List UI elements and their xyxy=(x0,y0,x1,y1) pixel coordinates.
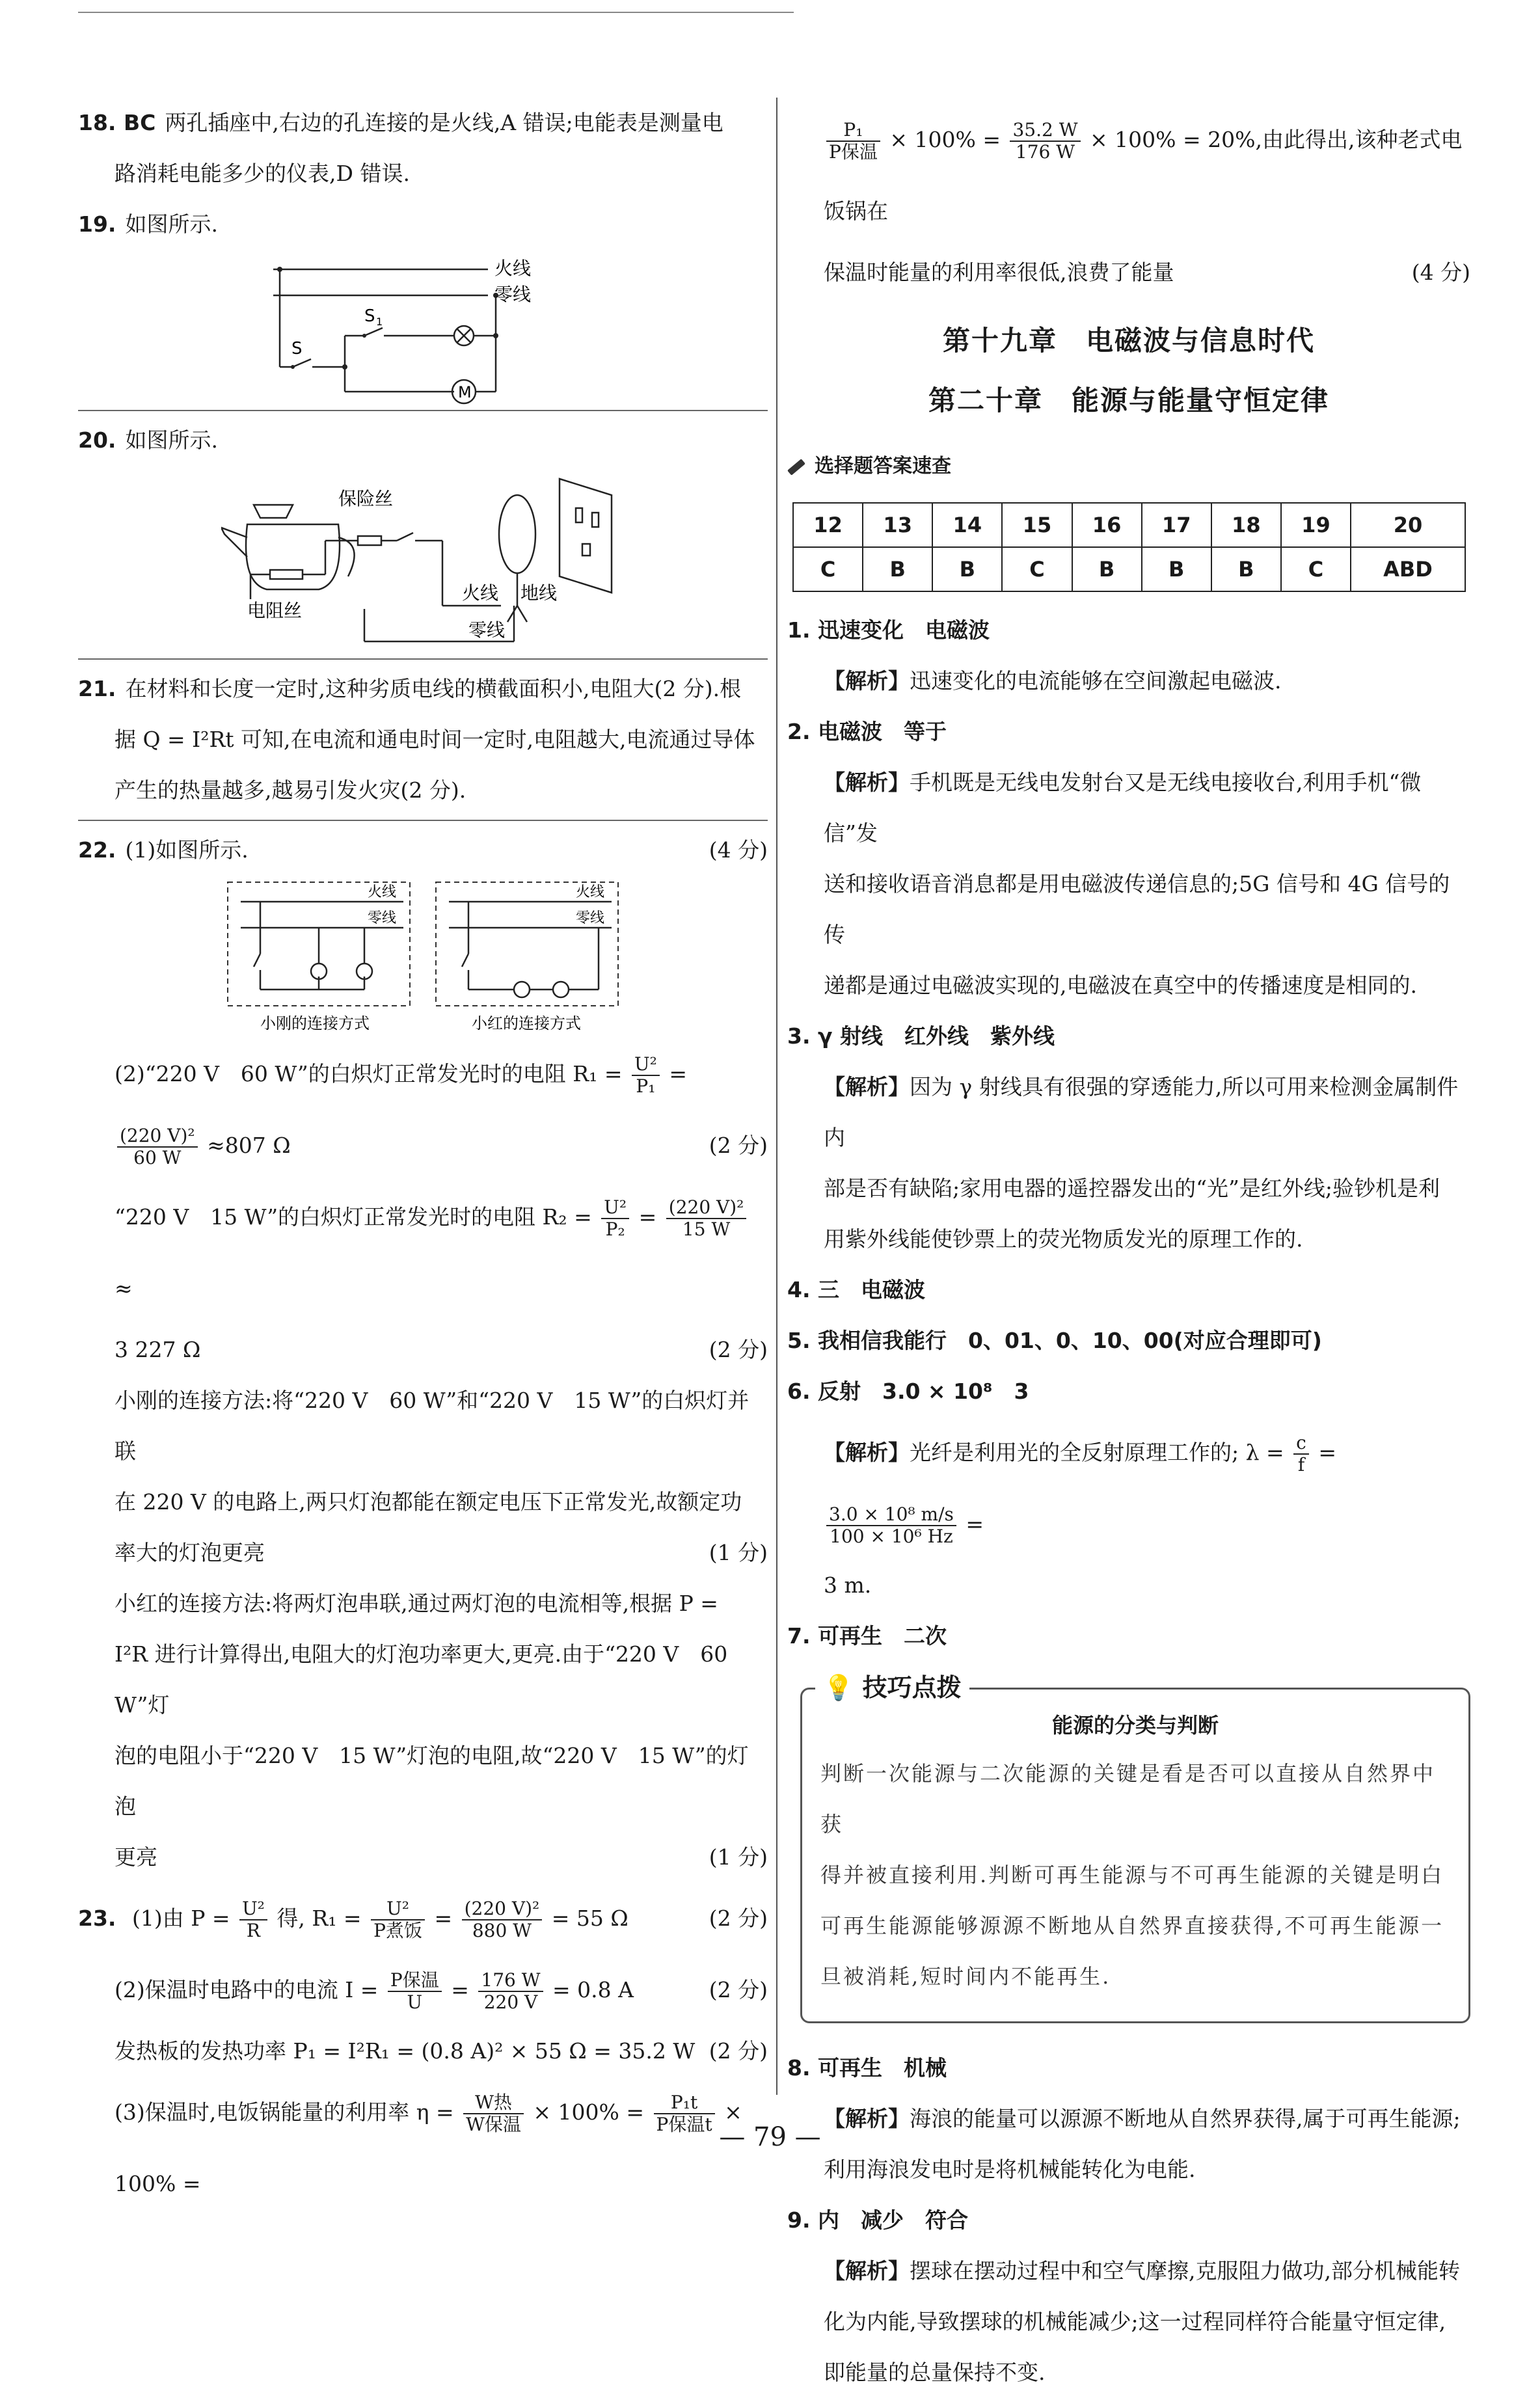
answer-4: 4. 三 电磁波 xyxy=(787,1277,925,1302)
q22-xh-4: 更亮 (1 分) xyxy=(115,1844,768,1870)
q22-caption-a: 小刚的连接方式 xyxy=(260,1014,370,1032)
fraction: $\frac{\text{P₁t}}{\text{P保温t}}$ xyxy=(654,2092,715,2135)
page-number: — 79 — xyxy=(719,2122,821,2152)
q19-circuit-figure xyxy=(267,250,579,406)
q22-r1-result: $\frac{\text{(220 V)²}}{60 W}$ ≈807 Ω (2 分) xyxy=(78,1110,768,1181)
q20-fuse-label: 保险丝 xyxy=(338,488,394,509)
q22-xg-1: 小刚的连接方法:将“220 V 60 W”和“220 V 15 W”的白炽灯并联 xyxy=(115,1388,750,1464)
q22-part2: (2)“220 V 60 W”的白炽灯正常发光时的电阻 R₁ = $\frac{\text{U²}}{\text{P₁}}$ = xyxy=(115,1053,687,1097)
q22-r2-result: 3 227 Ω (2 分) xyxy=(115,1337,768,1362)
answer-9-explain-1: 【解析】摆球在摆动过程中和空气摩擦,克服阻力做功,部分机械能转 xyxy=(824,2258,1460,2283)
table-cell: B xyxy=(932,547,1002,591)
answer-3-explain-3: 用紫外线能使钞票上的荧光物质发光的原理工作的. xyxy=(824,1226,1303,1252)
q19-heading: 19. 如图所示. xyxy=(78,211,218,237)
answer-quick-check-heading: 选择题答案速查 xyxy=(787,444,1470,489)
answer-6: 6. 反射 3.0 × 10⁸ 3 xyxy=(787,1379,1029,1404)
q21-line1: 21. 在材料和长度一定时,这种劣质电线的横截面积小,电阻大(2 分).根 xyxy=(78,676,742,701)
q22-b-live-label: 火线 xyxy=(576,884,605,900)
q22-b-neutral-label: 零线 xyxy=(576,910,605,926)
fraction: $\frac{\text{(220 V)²}}{15 W}$ xyxy=(666,1197,747,1240)
fraction: $\frac{\text{U²}}{\text{P₂}}$ xyxy=(601,1197,629,1240)
fraction: $\frac{\text{U²}}{\text{P煮饭}}$ xyxy=(371,1898,425,1941)
q22-circuit-figures xyxy=(221,876,625,1038)
answer-8: 8. 可再生 机械 xyxy=(787,2055,947,2081)
q19-switch-s1-sub: 1 xyxy=(376,316,383,328)
q22-xg-2: 在 220 V 的电路上,两只灯泡都能在额定电压下正常发光,故额定功 xyxy=(115,1489,742,1515)
q19-neutral-label: 零线 xyxy=(494,284,532,305)
q22-a-live-label: 火线 xyxy=(368,884,397,900)
table-cell: B xyxy=(1142,547,1211,591)
q23-continued: $\frac{\text{P₁}}{\text{P保温}}$ × 100% = $\frac{35.2 W}{176 W}$ × 100% = 20%,由此得出,该种老式电饭锅在 xyxy=(824,119,1463,224)
right-column xyxy=(787,104,1470,2398)
answer-9-explain-2: 化为内能,导致摆球的机械能减少;这一过程同样符合能量守恒定律, xyxy=(824,2309,1446,2334)
q20-neutral-label: 零线 xyxy=(468,619,506,641)
q22-xh-3: 泡的电阻小于“220 V 15 W”灯泡的电阻,故“220 V 15 W”的灯泡 xyxy=(115,1743,749,1819)
table-cell: 20 xyxy=(1351,503,1465,547)
q19-switch-s1-label: S xyxy=(364,306,375,326)
answer-9-explain-3: 即能量的总量保持不变. xyxy=(824,2360,1046,2385)
tip-line-3: 可再生能源能够源源不断地从自然界直接获得,不可再生能源一 xyxy=(820,1913,1444,1938)
table-cell: 17 xyxy=(1142,503,1211,547)
answer-6-explain-2: 3 m. xyxy=(824,1572,872,1598)
lightbulb-icon: 💡 xyxy=(823,1673,854,1702)
table-cell: 18 xyxy=(1211,503,1281,547)
table-cell: 16 xyxy=(1072,503,1142,547)
fraction: $\frac{\text{(220 V)²}}{60 W}$ xyxy=(117,1125,198,1168)
table-cell: 12 xyxy=(793,503,863,547)
table-cell: C xyxy=(1002,547,1072,591)
fraction: $\frac{\text{P₁}}{\text{P保温}}$ xyxy=(826,120,880,163)
divider xyxy=(78,658,768,660)
q23-part1: 23. (1)由 P = $\frac{\text{U²}}{R}$ 得, R₁ = $\frac{\text{U²}}{\text{P煮饭}}$ = $\frac{\text{(220 V)²}}{880 W}$ = 55 Ω (2 分) xyxy=(78,1898,768,1941)
answer-table-answers-row xyxy=(793,547,1465,591)
q20-live-label: 火线 xyxy=(462,582,499,604)
answer-2-explain-1: 【解析】手机既是无线电发射台又是无线电接收台,利用手机“微信”发 xyxy=(824,770,1422,846)
tip-line-4: 旦被消耗,短时间内不能再生. xyxy=(820,1964,1111,1989)
fraction: $\frac{176 W}{220 V}$ xyxy=(478,1970,543,2013)
q19-live-label: 火线 xyxy=(494,258,532,279)
answer-2-explain-2: 送和接收语音消息都是用电磁波传递信息的;5G 信号和 4G 信号的传 xyxy=(824,871,1450,947)
q21-line3: 产生的热量越多,越易引发火灾(2 分). xyxy=(115,777,466,803)
answer-2: 2. 电磁波 等于 xyxy=(787,719,947,744)
answer-3-explain-2: 部是否有缺陷;家用电器的遥控器发出的“光”是红外线;验钞机是利 xyxy=(824,1176,1440,1201)
fraction: $\frac{\text{W热}}{\text{W保温}}$ xyxy=(463,2092,524,2135)
q19-motor-label: M xyxy=(458,383,472,401)
tip-line-1: 判断一次能源与二次能源的关键是看是否可以直接从自然界中获 xyxy=(820,1761,1436,1837)
fraction: $\frac{\text{3.0 × 10⁸ m/s}}{\text{100 × 10⁶ Hz}}$ xyxy=(826,1504,956,1547)
q20-kettle-svg xyxy=(221,466,625,654)
q22-xh-2: I²R 进行计算得出,电阻大的灯泡功率更大,更亮.由于“220 V 60 W”灯 xyxy=(115,1641,728,1718)
table-cell: ABD xyxy=(1351,547,1465,591)
q18-line1: 18. BC 两孔插座中,右边的孔连接的是火线,A 错误;电能表是测量电 xyxy=(78,110,723,135)
answer-1: 1. 迅速变化 电磁波 xyxy=(787,617,990,643)
tip-box xyxy=(800,1673,1470,2023)
answer-8-explain-1: 【解析】海浪的能量可以源源不断地从自然界获得,属于可再生能源; xyxy=(824,2106,1461,2131)
left-column xyxy=(78,98,768,2220)
top-rule xyxy=(78,12,794,13)
q18-line2: 路消耗电能多少的仪表,D 错误. xyxy=(115,161,410,186)
fraction: $\frac{\text{U²}}{R}$ xyxy=(239,1898,267,1941)
fraction: $\frac{\text{U²}}{\text{P₁}}$ xyxy=(632,1054,660,1097)
answer-5: 5. 我相信我能行 0、01、0、10、00(对应合理即可) xyxy=(787,1328,1322,1353)
answer-table-numbers-row xyxy=(793,503,1465,547)
q23-continued-2: 保温时能量的利用率很低,浪费了能量 (4 分) xyxy=(824,260,1470,285)
q22-a-neutral-label: 零线 xyxy=(368,910,397,926)
table-cell: 14 xyxy=(932,503,1002,547)
q20-heading: 20. 如图所示. xyxy=(78,427,218,453)
table-cell: B xyxy=(863,547,932,591)
table-cell: B xyxy=(1072,547,1142,591)
fraction: $\frac{\text{(220 V)²}}{880 W}$ xyxy=(462,1898,543,1941)
q23-part2b: 发热板的发热功率 P₁ = I²R₁ = (0.8 A)² × 55 Ω = 35.2 W (2 分) xyxy=(115,2038,768,2064)
q20-ground-label: 地线 xyxy=(520,582,558,604)
table-cell: 19 xyxy=(1281,503,1351,547)
q19-circuit-svg xyxy=(267,250,579,406)
q20-kettle-figure xyxy=(221,466,625,654)
tip-line-2: 得并被直接利用.判断可再生能源与不可再生能源的关键是明白 xyxy=(820,1863,1444,1887)
table-cell: B xyxy=(1211,547,1281,591)
chapter-20-title: 第二十章 能源与能量守恒定律 xyxy=(928,384,1329,416)
q22-xg-3: 率大的灯泡更亮 (1 分) xyxy=(115,1540,768,1565)
answer-9: 9. 内 减少 符合 xyxy=(787,2207,968,2233)
divider xyxy=(78,820,768,821)
q22-part1: 22. (1)如图所示. (4 分) xyxy=(78,837,768,863)
q22-circuit-svg xyxy=(221,876,625,1038)
q23-part2: (2)保温时电路中的电流 I = $\frac{\text{P保温}}{U}$ = $\frac{176 W}{220 V}$ = 0.8 A (2 分) xyxy=(115,1969,768,2013)
table-cell: 15 xyxy=(1002,503,1072,547)
tip-box-subtitle: 能源的分类与判断 xyxy=(1051,1713,1219,1738)
fraction: $\frac{\text{P保温}}{U}$ xyxy=(388,1970,442,2013)
q21-line2: 据 Q = I²Rt 可知,在电流和通电时间一定时,电阻越大,电流通过导体 xyxy=(115,727,755,752)
fraction: $\frac{35.2 W}{176 W}$ xyxy=(1010,120,1080,163)
divider xyxy=(78,410,768,411)
table-cell: 13 xyxy=(863,503,932,547)
answer-table xyxy=(792,502,1466,592)
chapter-19-title: 第十九章 电磁波与信息时代 xyxy=(942,325,1315,357)
q20-resistor-label: 电阻丝 xyxy=(247,600,303,621)
answer-3: 3. γ 射线 红外线 紫外线 xyxy=(787,1023,1055,1049)
answer-8-explain-2: 利用海浪发电时是将机械能转化为电能. xyxy=(824,2157,1196,2182)
table-cell: C xyxy=(1281,547,1351,591)
answer-2-explain-3: 递都是通过电磁波实现的,电磁波在真空中的传播速度是相同的. xyxy=(824,973,1417,998)
answer-1-explain: 【解析】迅速变化的电流能够在空间激起电磁波. xyxy=(824,668,1282,694)
q22-caption-b: 小红的连接方式 xyxy=(472,1014,581,1032)
q22-r2-line: “220 V 15 W”的白炽灯正常发光时的电阻 R₂ = $\frac{\text{U²}}{\text{P₂}}$ = $\frac{\text{(220 V)²}}{15 W}$ ≈ xyxy=(78,1181,768,1325)
fraction: $\frac{c}{f}$ xyxy=(1293,1433,1309,1475)
table-cell: C xyxy=(793,547,863,591)
pencil-icon xyxy=(787,459,805,476)
answer-3-explain-1: 【解析】因为 γ 射线具有很强的穿透能力,所以可用来检测金属制件内 xyxy=(824,1074,1459,1150)
tip-box-title: 💡 技巧点拨 xyxy=(815,1667,969,1703)
column-divider xyxy=(776,98,777,2095)
answer-7: 7. 可再生 二次 xyxy=(787,1623,947,1649)
q19-switch-s-label: S xyxy=(291,339,303,358)
q22-xh-1: 小红的连接方法:将两灯泡串联,通过两灯泡的电流相等,根据 P = xyxy=(115,1591,718,1616)
q23-part3: (3)保温时,电饭锅能量的利用率 η = $\frac{\text{W热}}{\text{W保温}}$ × 100% = $\frac{\text{P₁t}}{\text{P保温t}}$ × 100% = xyxy=(115,2092,742,2196)
answer-6-explain: 【解析】光纤是利用光的全反射原理工作的; λ = $\frac{c}{f}$ = $\frac{\text{3.0 × 10⁸ m/s}}{\text{100 × 10⁶ Hz}}$ = xyxy=(824,1432,1337,1547)
